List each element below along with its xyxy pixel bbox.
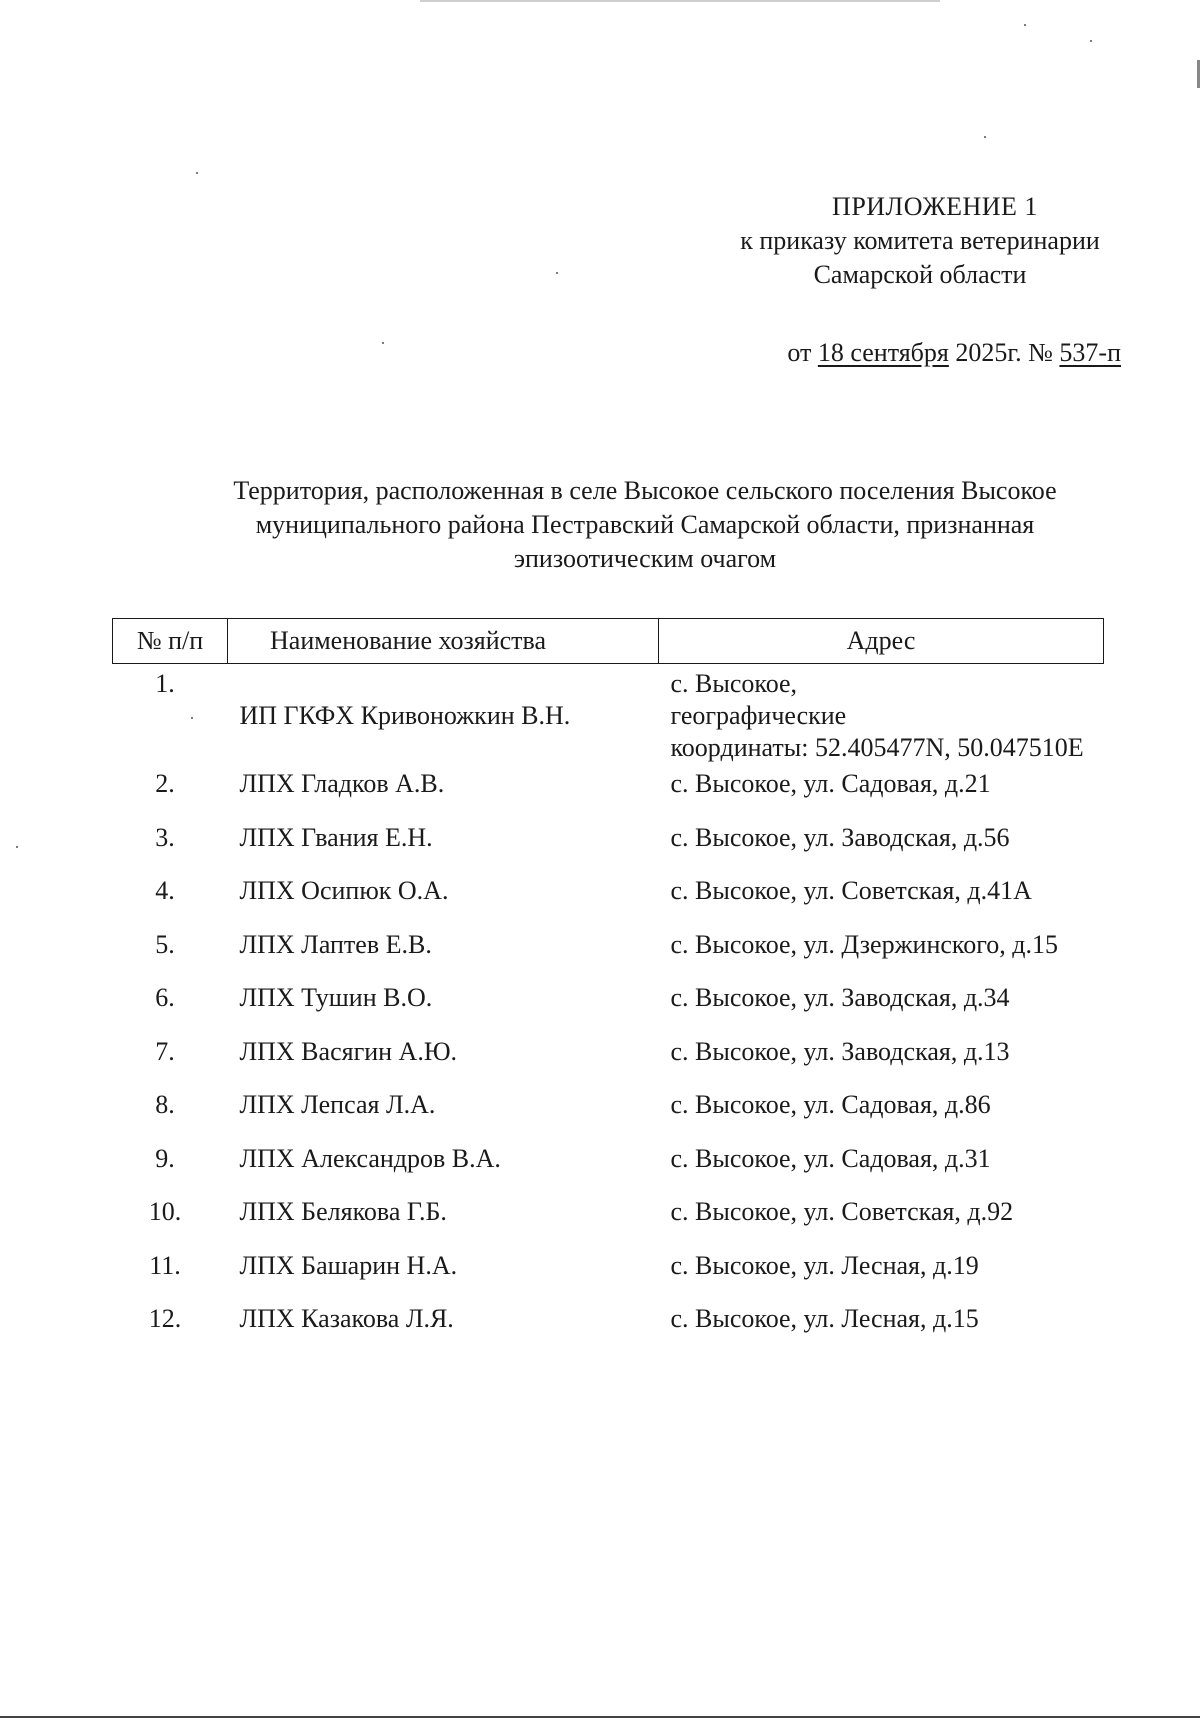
row-number: 11.: [149, 1250, 181, 1280]
scan-speck: [1090, 40, 1092, 42]
scan-speck: [16, 846, 18, 848]
table-row: [113, 978, 1104, 1032]
farm-name: ЛПХ Лаптев Е.В.: [239, 929, 432, 959]
address-line: с. Высокое,: [670, 669, 798, 698]
row-number: 3.: [155, 822, 175, 852]
table-row: [113, 1032, 1104, 1086]
order-year: 2025г.: [955, 338, 1022, 367]
address-line: координаты: 52.405477N, 50.047510E: [670, 733, 1084, 762]
farm-name: ЛПХ Александров В.А.: [239, 1143, 501, 1173]
farm-address: с. Высокое, ул. Садовая, д.86: [670, 1090, 991, 1119]
table-row: [113, 1139, 1104, 1193]
table-row: [113, 664, 1104, 765]
order-reference: [700, 336, 1121, 370]
table-row: [113, 1192, 1104, 1246]
order-number-sign: №: [1028, 338, 1053, 367]
table-row: [113, 925, 1104, 979]
row-number: 4.: [155, 876, 175, 905]
farm-name: ЛПХ Белякова Г.Б.: [239, 1197, 447, 1226]
row-number: 5.: [155, 929, 175, 959]
appendix-title: ПРИЛОЖЕНИЕ 1: [832, 192, 1038, 221]
farm-address: с. Высокое, ул. Лесная, д.19: [670, 1250, 979, 1280]
table-caption: [150, 474, 1140, 576]
farm-address: с. Высокое, ул. Дзержинского, д.15: [670, 929, 1058, 959]
farm-address: с. Высокое, ул. Заводская, д.13: [670, 1036, 1010, 1066]
address-line: географические: [670, 701, 847, 730]
farm-name: ЛПХ Гвания Е.Н.: [239, 822, 433, 852]
order-prefix: от: [787, 338, 812, 367]
farm-name: ЛПХ Тушин В.О.: [239, 983, 433, 1012]
farm-address: с. Высокое, ул. Советская, д.41А: [670, 876, 1032, 905]
farm-address: с. Высокое, ул. Садовая, д.21: [670, 769, 991, 798]
scan-artifact-top-line: [420, 0, 940, 2]
table-row: [113, 871, 1104, 925]
scan-artifact-bottom-line: [0, 1716, 1200, 1718]
scan-speck: [1024, 24, 1026, 26]
caption-line: Территория, расположенная в селе Высокое сельского поселения Высокое: [233, 476, 1057, 505]
appendix-header: [700, 190, 1140, 292]
row-number: 7.: [155, 1036, 175, 1066]
scan-speck: [196, 172, 198, 174]
scan-speck: [984, 136, 986, 138]
table-row: [113, 1299, 1104, 1353]
appendix-subtitle-line: к приказу комитета ветеринарии: [740, 226, 1100, 255]
row-number: 2.: [155, 769, 175, 798]
farm-name: ЛПХ Казакова Л.Я.: [239, 1304, 454, 1333]
table-row: [113, 1246, 1104, 1300]
farm-address: с. Высокое, ул. Заводская, д.56: [670, 822, 1010, 852]
order-date: 18 сентября: [817, 338, 949, 367]
appendix-subtitle-line: Самарской области: [813, 260, 1027, 289]
farm-name: ЛПХ Гладков А.В.: [239, 769, 445, 798]
row-number: 9.: [155, 1143, 175, 1173]
farm-address: с. Высокое, ул. Советская, д.92: [670, 1197, 1014, 1226]
farm-address: с. Высокое, ул. Садовая, д.31: [670, 1143, 991, 1173]
row-number: 12.: [148, 1304, 182, 1333]
farm-name: ЛПХ Башарин Н.А.: [239, 1250, 458, 1280]
farm-name: ЛПХ Васягин А.Ю.: [239, 1036, 458, 1066]
header-address: Адрес: [659, 619, 1104, 664]
farm-address: с. Высокое, ул. Лесная, д.15: [670, 1304, 979, 1333]
row-number: 10.: [148, 1197, 182, 1226]
scan-speck: [382, 342, 384, 344]
scan-speck: [556, 272, 558, 274]
row-number: 6.: [155, 983, 175, 1012]
header-number: № п/п: [113, 619, 228, 664]
caption-line: эпизоотическим очагом: [513, 544, 777, 573]
table-row: [113, 1085, 1104, 1139]
row-number: 8.: [155, 1090, 175, 1119]
caption-line: муниципального района Пестравский Самарской области, признанная: [255, 510, 1035, 539]
farm-name: ЛПХ Осипюк О.А.: [239, 876, 449, 905]
table-header-row: [113, 619, 1104, 664]
farm-address: [659, 664, 1104, 765]
header-farm-name: Наименование хозяйства: [228, 619, 659, 664]
farm-name: ЛПХ Лепсая Л.А.: [239, 1090, 436, 1119]
farm-address: с. Высокое, ул. Заводская, д.34: [670, 983, 1010, 1012]
farms-table: [112, 618, 1104, 1353]
table-row: [113, 764, 1104, 818]
order-number: 537-п: [1059, 338, 1121, 367]
farm-name: ИП ГКФХ Кривоножкин В.Н.: [239, 701, 571, 730]
table-row: [113, 818, 1104, 872]
row-number: 1.: [155, 669, 175, 698]
